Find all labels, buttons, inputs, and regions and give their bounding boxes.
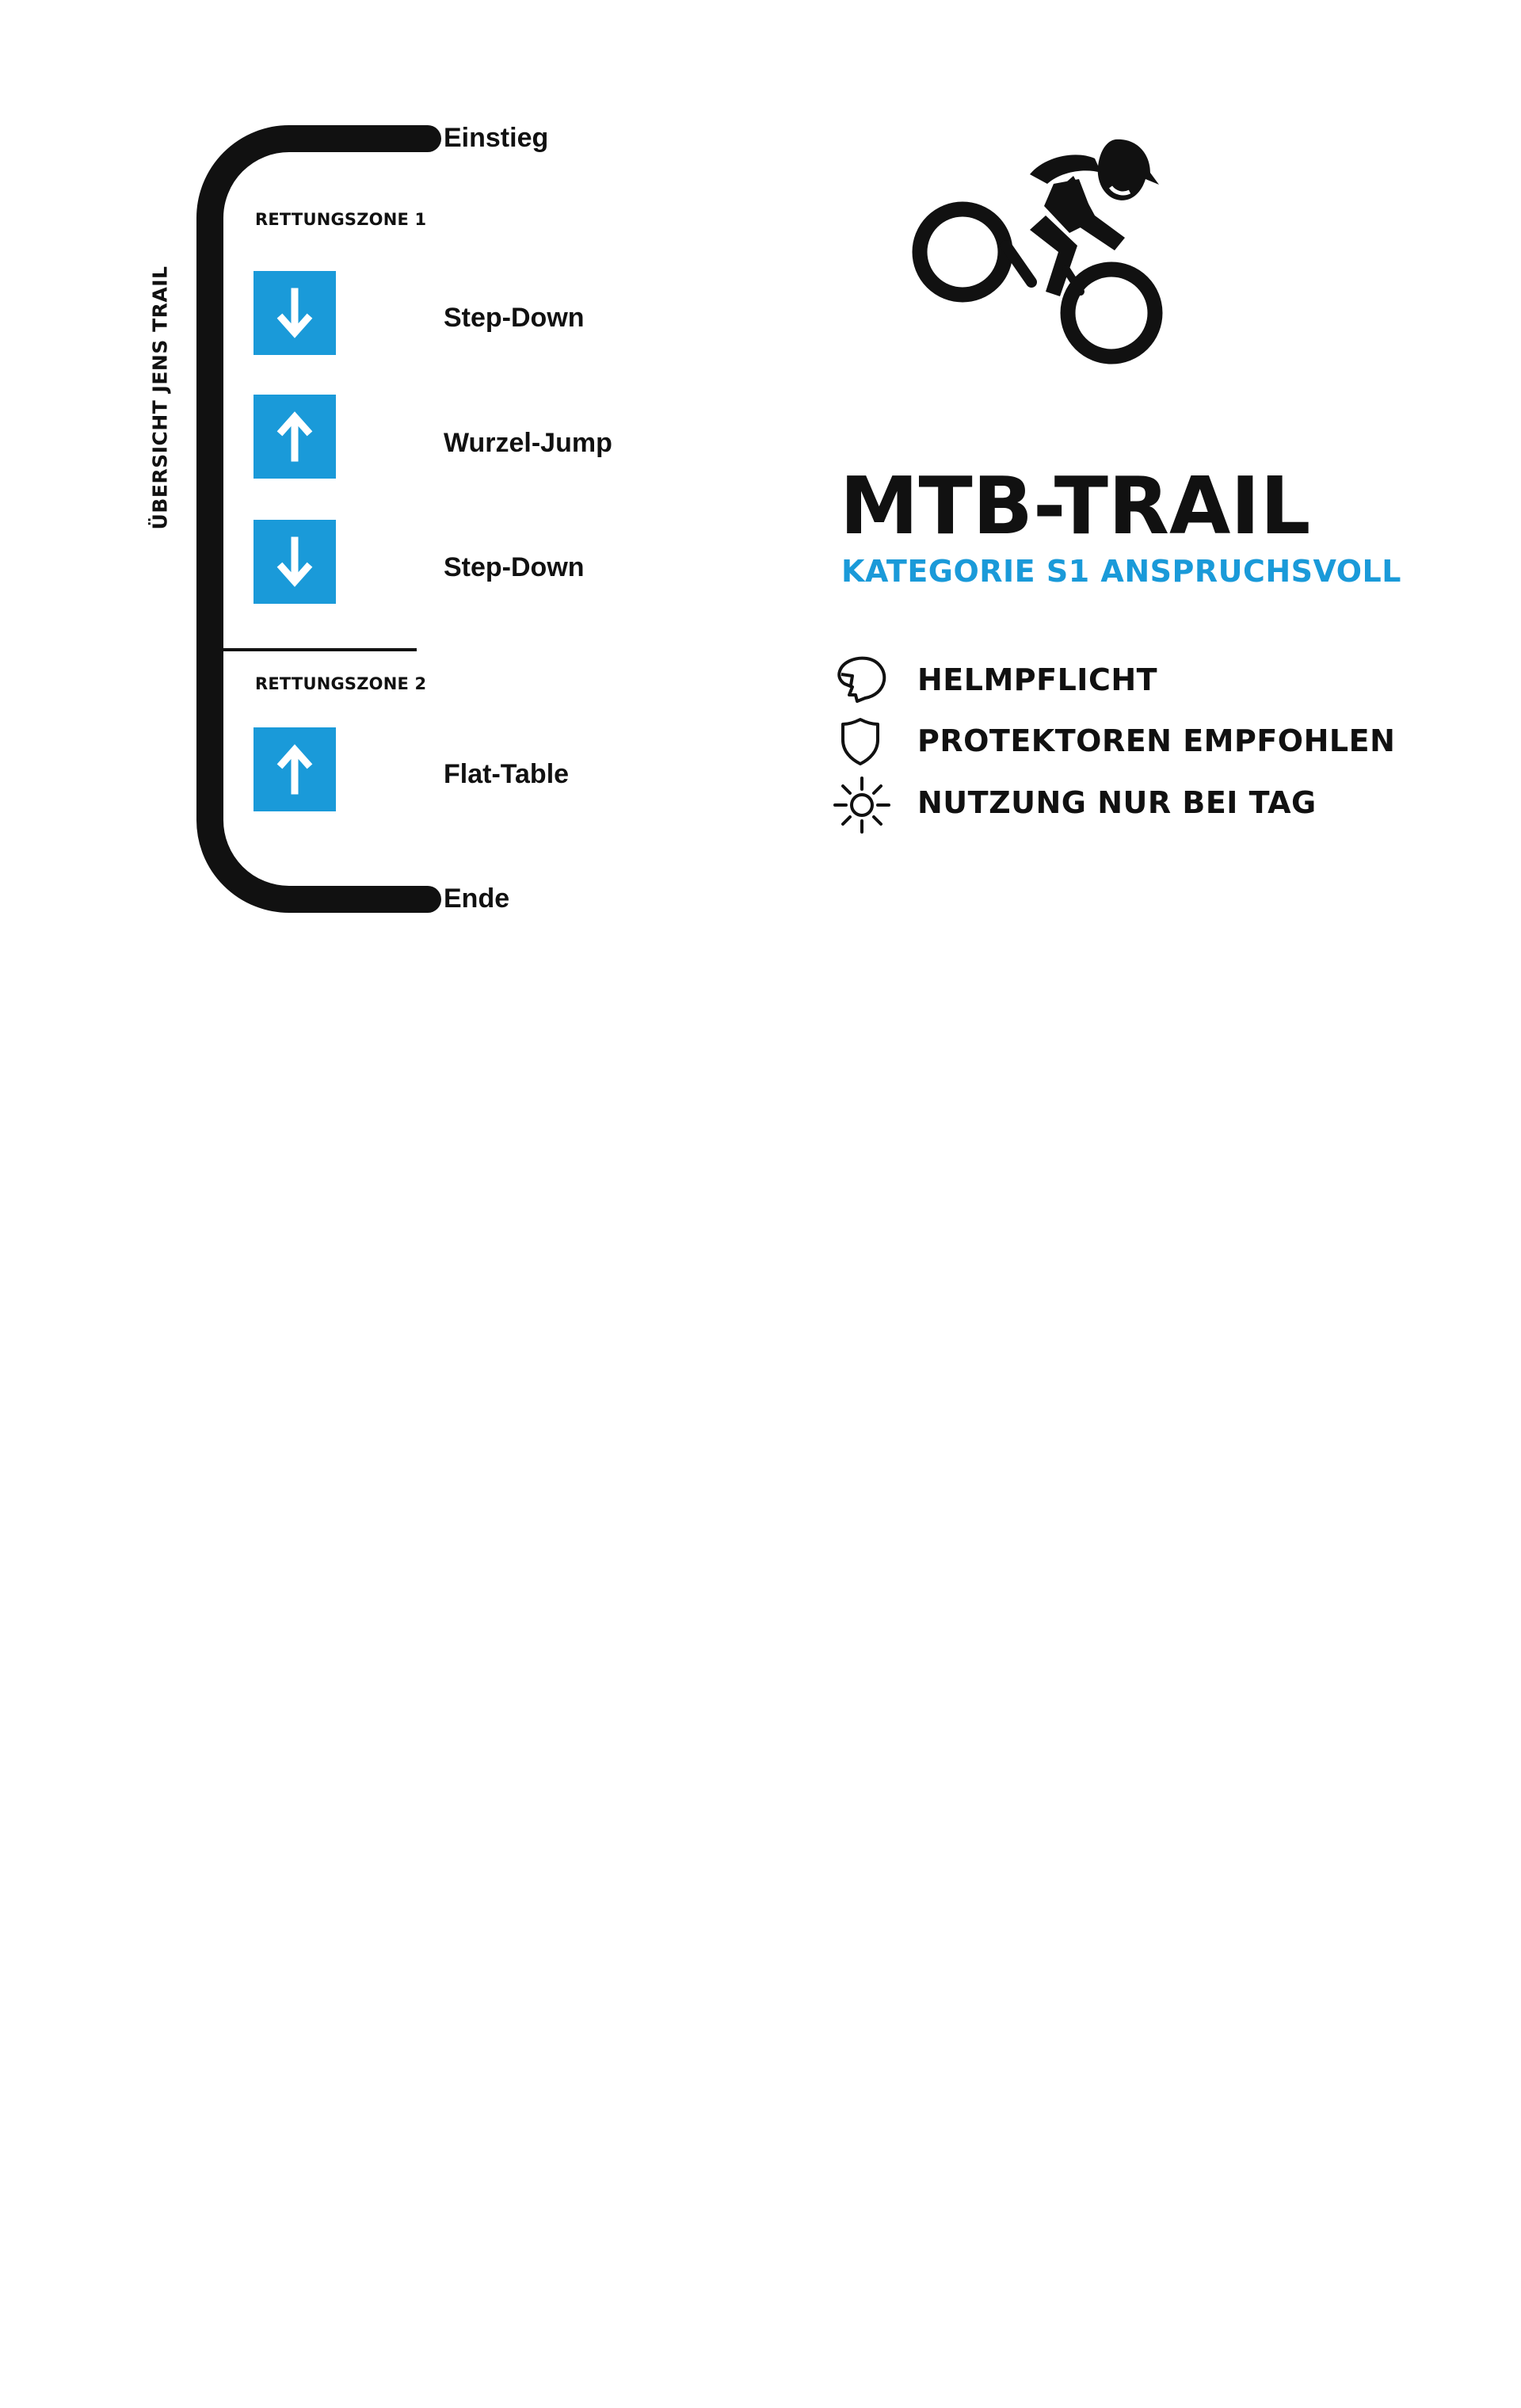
rule-daylight (832, 775, 1450, 830)
sign-subtitle: KATEGORIE S1 ANSPRUCHSVOLL (841, 554, 1401, 589)
feature-label-flat-table: Flat-Table (444, 759, 570, 789)
arrow-down-icon (254, 271, 336, 355)
feature-box-wurzel-jump (254, 395, 336, 479)
rescue-zone-2-label: RETTUNGSZONE 2 (255, 674, 427, 693)
shield-icon (832, 713, 889, 769)
trail-bracket-line (0, 0, 792, 951)
sign-title: MTB-TRAIL (840, 460, 1311, 552)
trail-start-label: Einstieg (444, 123, 549, 153)
feature-box-step-down-1 (254, 271, 336, 355)
mountain-bike-rider-icon (911, 127, 1172, 372)
overview-vertical-title: ÜBERSICHT JENS TRAIL (148, 265, 172, 530)
feature-box-step-down-2 (254, 520, 336, 604)
rescue-zone-1-label: RETTUNGSZONE 1 (255, 210, 427, 229)
rule-daylight-text: NUTZUNG NUR BEI TAG (917, 785, 1317, 820)
rule-helmet-text: HELMPFLICHT (917, 662, 1158, 697)
sun-icon (832, 775, 892, 835)
arrow-down-icon (254, 520, 336, 604)
arrow-up-icon (254, 727, 336, 811)
feature-label-step-down-2: Step-Down (444, 552, 585, 582)
rule-protectors-text: PROTEKTOREN EMPFOHLEN (917, 723, 1396, 758)
feature-box-flat-table (254, 727, 336, 811)
rule-protectors (832, 713, 1450, 769)
trail-end-label: Ende (444, 883, 510, 914)
feature-label-step-down-1: Step-Down (444, 303, 585, 333)
rule-helmet (832, 652, 1450, 708)
feature-label-wurzel-jump: Wurzel-Jump (444, 428, 612, 458)
arrow-up-icon (254, 395, 336, 479)
helmet-icon (832, 652, 889, 708)
trail-overview (0, 0, 792, 951)
